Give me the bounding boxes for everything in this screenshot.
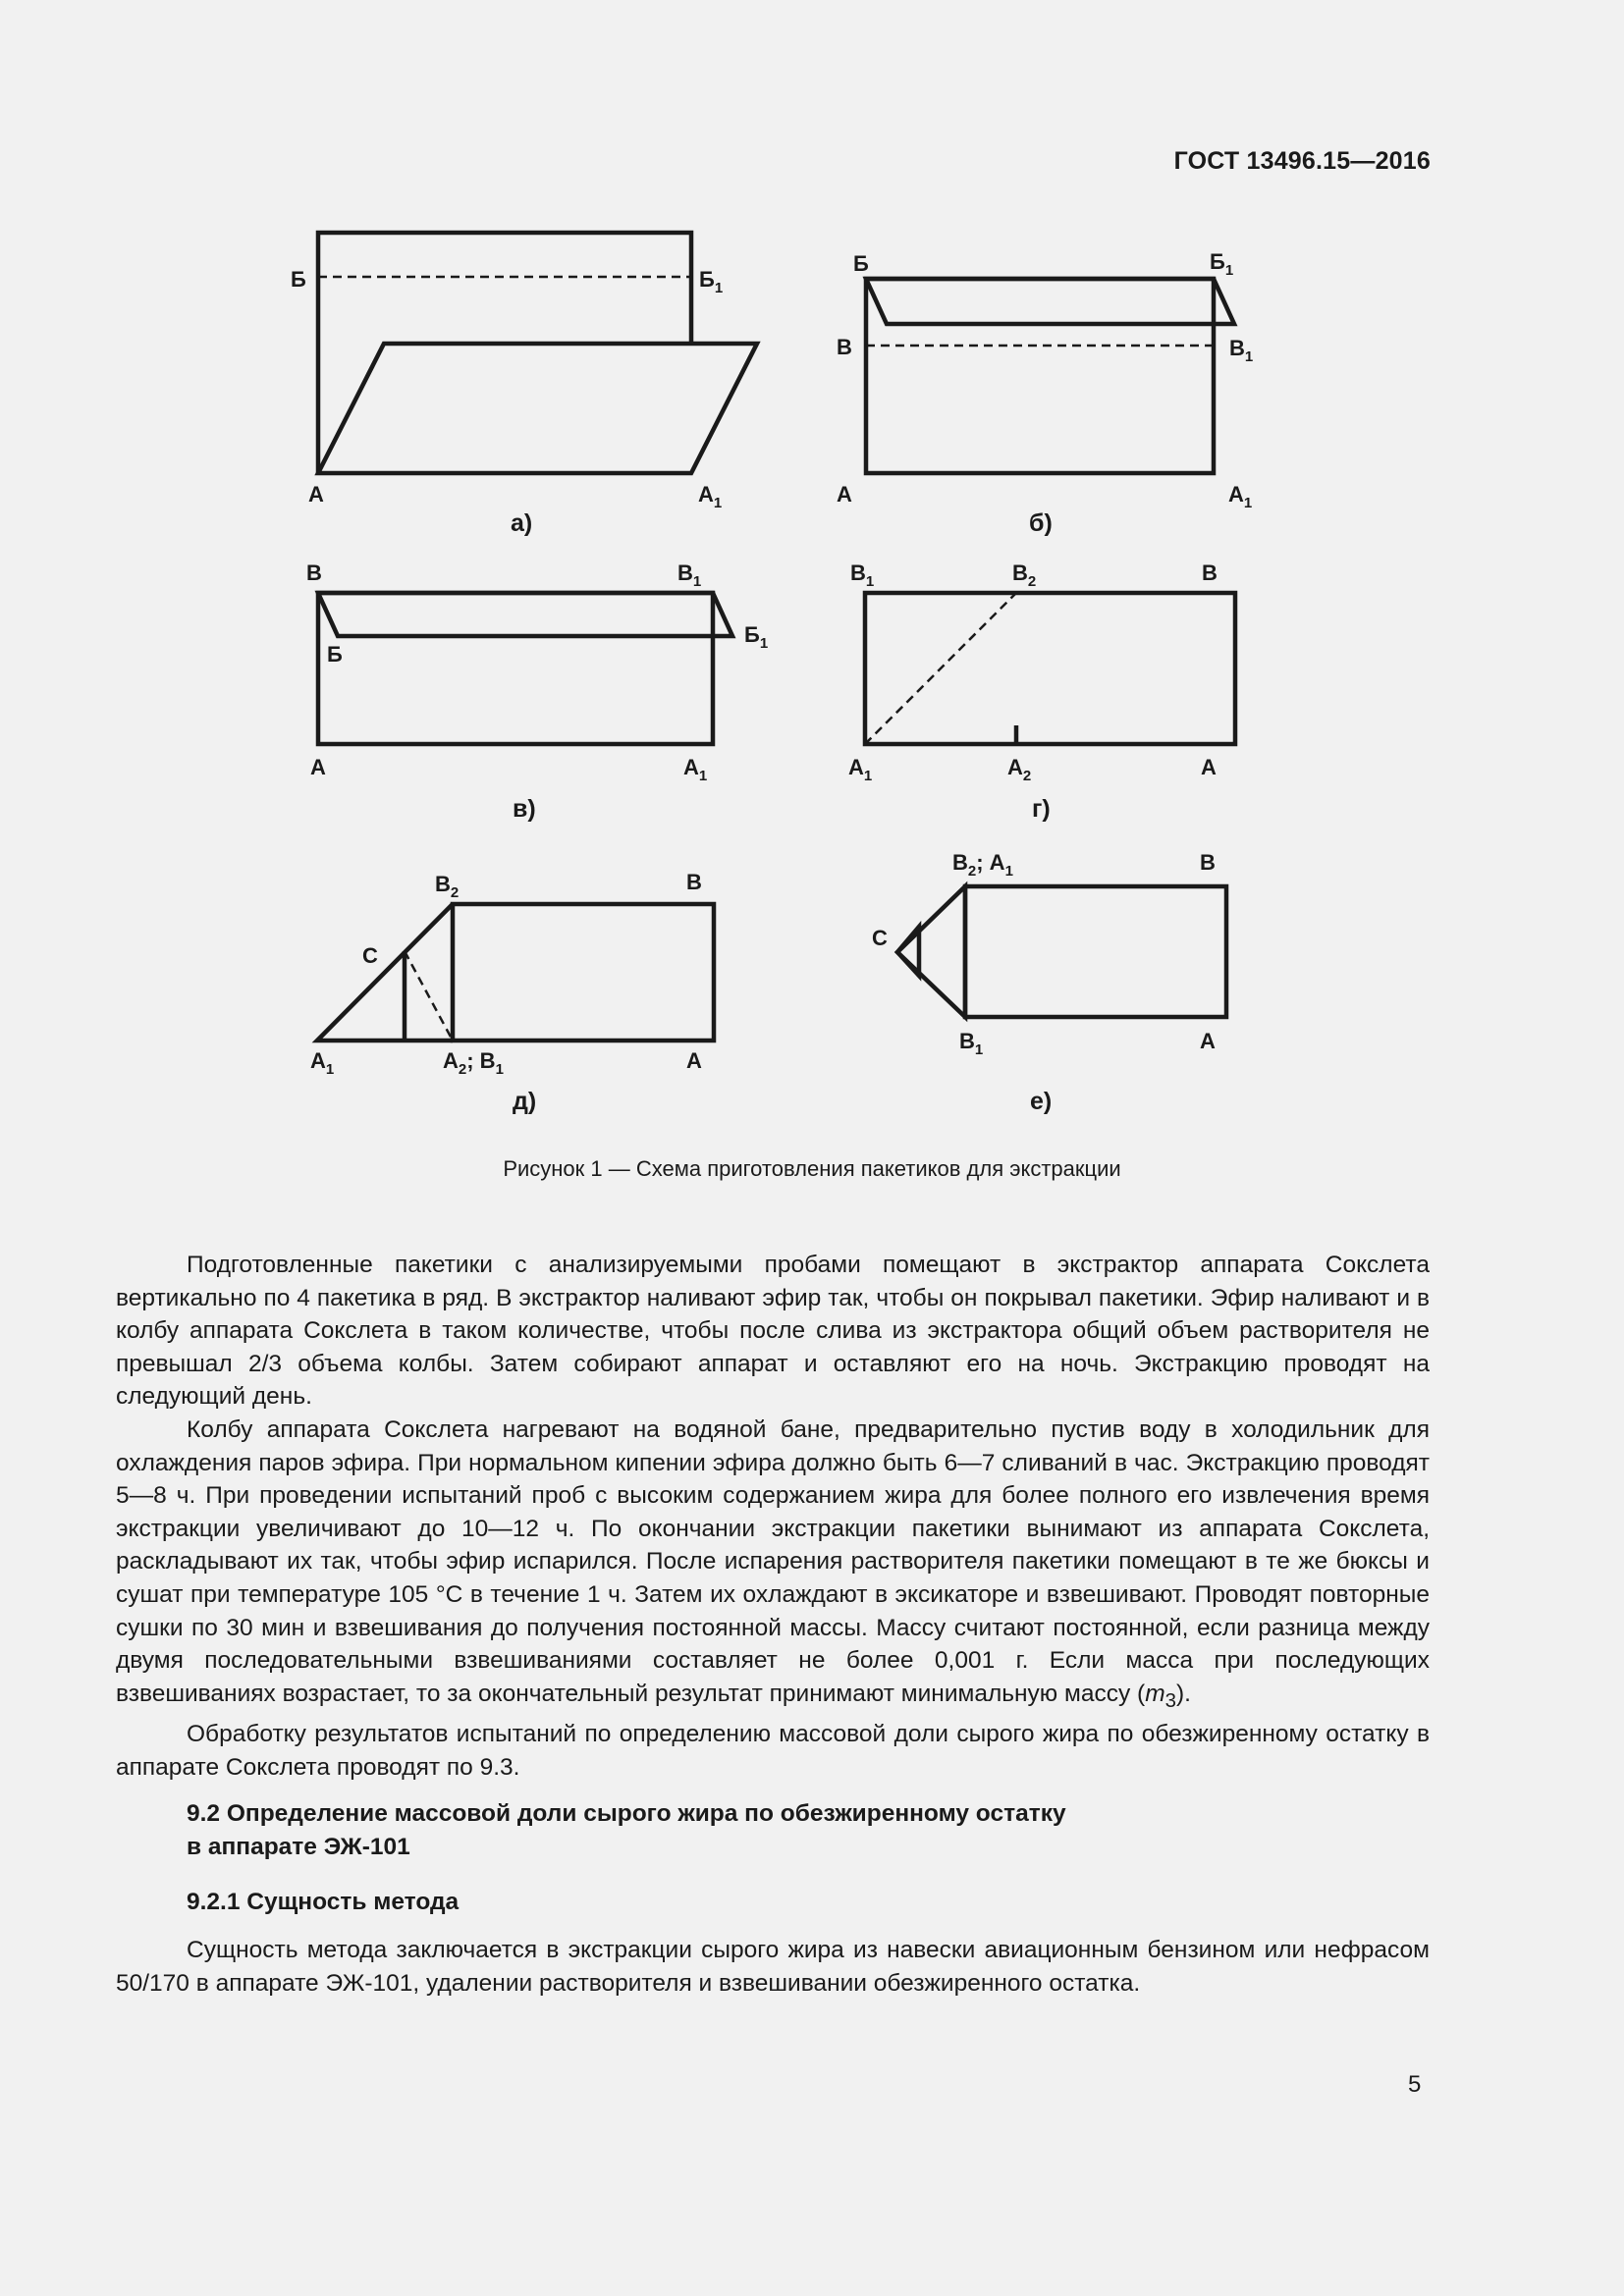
panel-a [291,233,757,537]
standard-number-header: ГОСТ 13496.15—2016 [1173,147,1431,175]
panel-v-point-b: Б [327,642,343,667]
panel-v-label: в) [513,795,536,823]
paragraph-method-essence: Сущность метода заключается в экстракции сырого жира из навески авиационным бензином или нефрасом 50/170 в аппарате ЭЖ-101, удалении растворителя и взвешивании обезжиренного остатка. [116,1937,1430,1997]
panel-g [848,561,1235,823]
panel-v-point-v: В [306,561,322,585]
panel-a-label: а) [511,509,533,537]
panel-e-point-v2-a1: $В_2$; $А_1$ [952,850,1013,880]
panel-e-sheet [965,886,1226,1017]
panel-a-point-a: А [308,482,324,507]
panel-d-point-a: А [686,1048,702,1073]
panel-v-sheet [318,593,713,744]
panel-d-dashed-fold [405,951,453,1041]
panel-g-label: г) [1032,795,1051,823]
panel-a-back-sheet [318,233,691,473]
panel-d-point-v2: $В_2$ [435,872,460,901]
panel-b-point-v: В [837,335,852,359]
panel-g-sheet [865,593,1235,744]
panel-v-point-a1: $А_1$ [683,755,708,784]
panel-b-point-b: Б [853,251,869,276]
panel-a-point-a1: $А_1$ [698,482,723,511]
panel-d-folded-triangle [317,904,453,1041]
panel-g-point-a: А [1201,755,1217,779]
panel-d-sheet [453,904,714,1041]
panel-v [306,561,768,823]
main-text [116,1249,1430,2000]
panel-b-point-b1: $Б_1$ [1210,249,1234,279]
panel-d-point-v: В [686,870,702,894]
panel-g-point-v1: $В_1$ [850,561,875,590]
panel-g-point-v: В [1202,561,1218,585]
panel-b-sheet [866,279,1214,473]
paragraph-extraction-setup: Подготовленные пакетики с анализируемыми пробами помещают в экстрактор аппарата Сокслета вертикально по 4 пакетика в ряд. В экстрактор наливают эфир так, чтобы он покрывал пакетики. Эфир наливают и в колбу аппарата Сокслета в таком количестве, чтобы после слива из экстрактора общий объем растворителя не превышал 2/3 объема колбы. Затем собирают аппарат и оставляют его на ночь. Экстракцию проводят на следующий день. [116,1252,1430,1411]
panel-v-point-b1: $Б_1$ [744,622,769,652]
paragraph-results-reference: Обработку результатов испытаний по определению массовой доли сырого жира по обезжиренному остатку в аппарате Сокслета проводят по 9.3. [116,1721,1430,1781]
panel-g-point-a1: $А_1$ [848,755,873,784]
panel-a-folded-flap [318,344,757,473]
panel-d-point-a2-b1: $А_2$; $В_1$ [443,1048,504,1078]
panel-d [310,870,714,1115]
panel-d-point-a1: $А_1$ [310,1048,335,1078]
panel-v-top-flap [318,593,732,636]
panel-e-label: е) [1030,1088,1053,1115]
panel-g-diagonal-fold [865,593,1016,744]
panel-b-point-a: А [837,482,852,507]
page-number: 5 [1408,2071,1422,2098]
panel-v-point-v1: $В_1$ [677,561,702,590]
panel-e-folded-tip [897,886,965,1017]
section-heading-9-2: 9.2 Определение массовой доли сырого жира по обезжиренному остатку в аппарате ЭЖ-101 [187,1800,1066,1860]
panel-e-point-v1: $В_1$ [959,1029,984,1058]
panel-e [872,850,1226,1115]
panel-b-label: б) [1029,509,1053,537]
panel-a-point-b1: $Б_1$ [699,267,724,296]
panel-b-top-flap [866,279,1234,324]
panel-g-point-a2: $А_2$ [1007,755,1032,784]
panel-e-point-a: А [1200,1029,1216,1053]
panel-b-point-a1: $А_1$ [1228,482,1253,511]
paragraph-extraction-procedure: Колбу аппарата Сокслета нагревают на водяной бане, предварительно пустив воду в холодильник для охлаждения паров эфира. При нормальном кипении эфира должно быть 6—7 сливаний в час. Экстракцию проводят 5—8 ч. При проведении испытаний проб с высоким содержанием жира для более полного его извлечения время экстракции увеличивают до 10—12 ч. По окончании экстракции пакетики вынимают из аппарата Сокслета, раскладывают их так, чтобы эфир испарился. После испарения растворителя пакетики помещают в те же бюксы и сушат при температуре 105 °С в течение 1 ч. Затем их охлаждают в эксикаторе и взвешивают. Проводят повторные сушки по 30 мин и взвешивания до получения постоянной массы. Массу считают постоянной, если разница между двумя последовательными взвешиваниями составляет не более 0,001 г. Если масса при последующих взвешиваниях возрастает, то за окончательный результат принимают минимальную массу $(m_3)$. [116,1415,1430,1712]
figure-caption: Рисунок 1 — Схема приготовления пакетиков для экстракции [503,1156,1121,1181]
panel-d-label: д) [513,1088,537,1115]
panel-e-point-c: С [872,926,888,950]
panel-b-point-v1: $В_1$ [1229,336,1254,365]
panel-g-point-v2: $В_2$ [1012,561,1037,590]
panel-v-point-a: А [310,755,326,779]
section-heading-9-2-1: 9.2.1 Сущность метода [187,1888,460,1915]
panel-b [837,249,1253,537]
panel-a-point-b: Б [291,267,306,292]
panel-d-point-c: С [362,943,378,968]
panel-e-point-v: В [1200,850,1216,875]
